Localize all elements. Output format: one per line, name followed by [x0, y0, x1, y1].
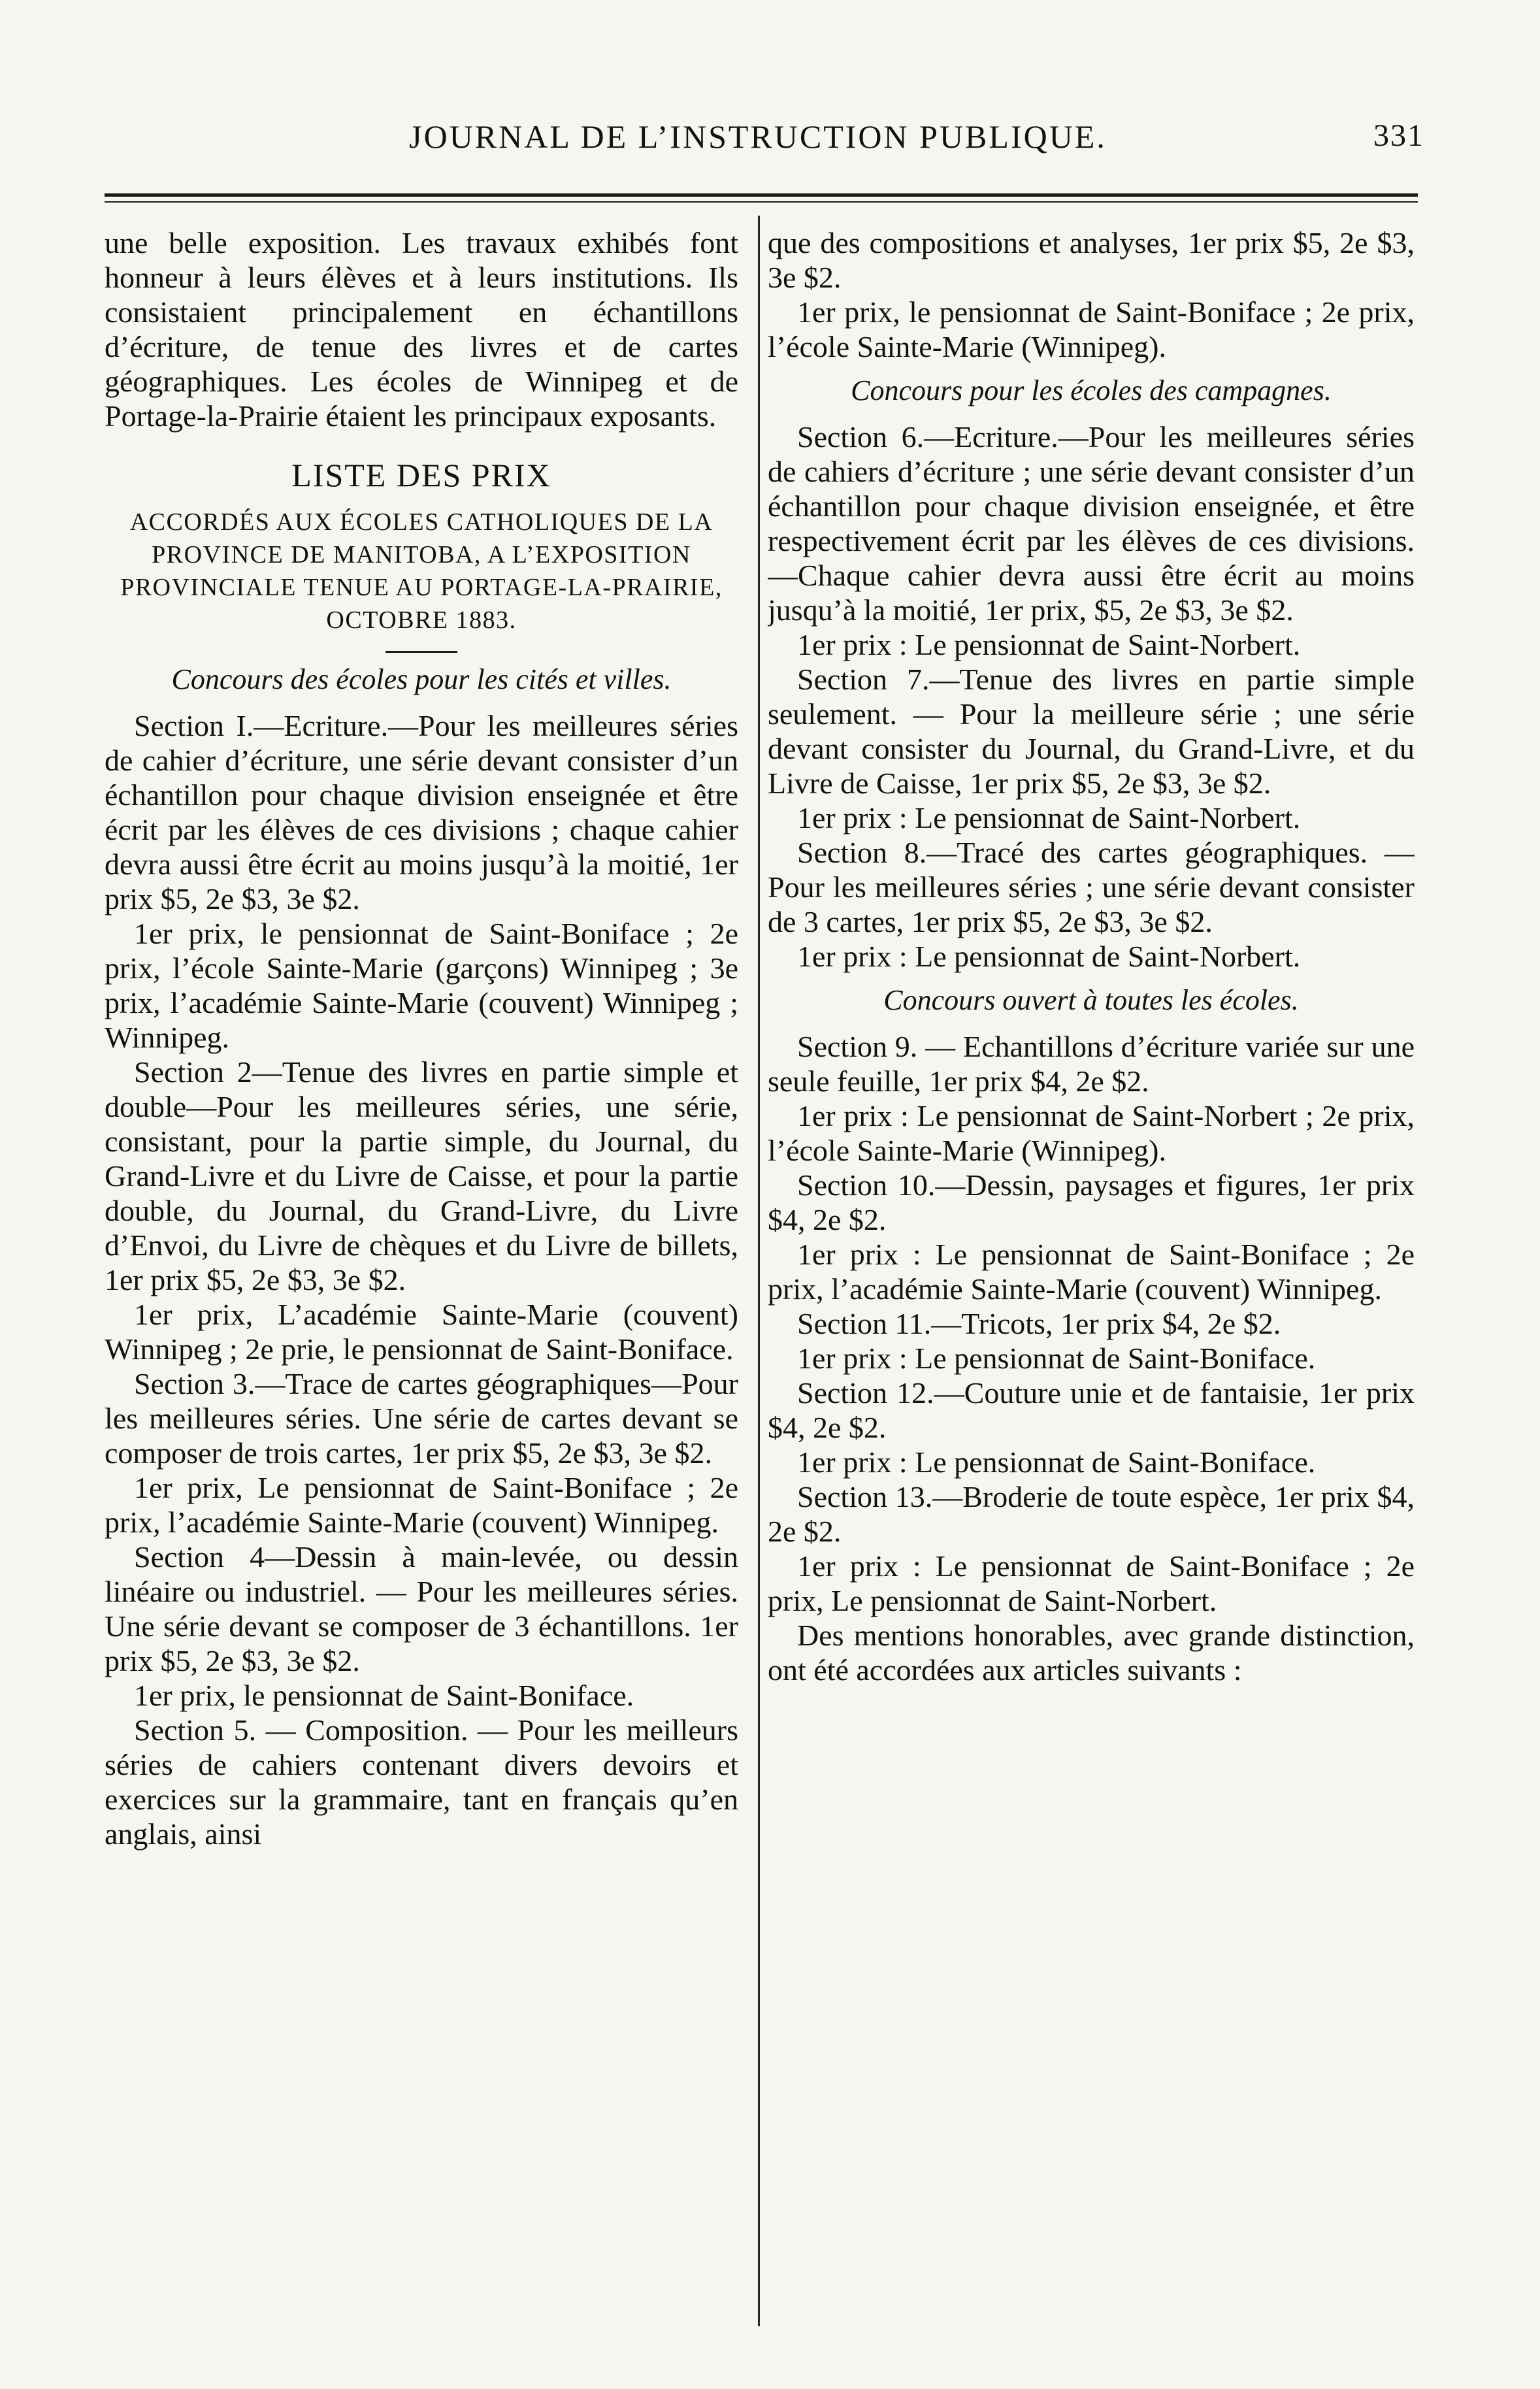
section-9-prizes: 1er prix : Le pensionnat de Saint-Norbert ; 2e prix, l’école Sainte-Marie (Winnipeg). — [768, 1099, 1415, 1167]
section-2-prizes: 1er prix, L’académie Sainte-Marie (couvent) Winnipeg ; 2e prie, le pensionnat de Saint-Boniface. — [105, 1298, 738, 1366]
heading-country: Concours pour les écoles des campagnes. — [851, 374, 1332, 406]
section-8: Section 8.—Tracé des cartes géographiques. — Pour les meilleures séries ; une série devant consister de 3 cartes, 1er prix $5, 2e $3, 3e $2. — [768, 836, 1415, 938]
section-12-prizes: 1er prix : Le pensionnat de Saint-Boniface. — [797, 1445, 1316, 1479]
running-head: JOURNAL DE L’INSTRUCTION PUBLIQUE. — [409, 118, 1107, 155]
section-4-prizes: 1er prix, le pensionnat de Saint-Boniface. — [134, 1679, 634, 1712]
section-6-prizes: 1er prix : Le pensionnat de Saint-Norbert. — [797, 628, 1301, 661]
section-10: Section 10.—Dessin, paysages et figures, 1er prix $4, 2e $2. — [768, 1168, 1415, 1236]
prize-list-title: LISTE DES PRIX — [291, 457, 551, 493]
section-7: Section 7.—Tenue des livres en partie simple seulement. — Pour la meilleure série ; une série devant consister du Journal, du Grand-Livre, et du Livre de Caisse, 1er prix $5, 2e $3, 3e $2. — [768, 663, 1415, 800]
section-9: Section 9. — Echantillons d’écriture variée sur une seule feuille, 1er prix $4, 2e $2. — [768, 1030, 1415, 1098]
section-2: Section 2—Tenue des livres en partie simple et double—Pour les meilleures séries, une série, consistant, pour la partie simple, du Journal, du Grand-Livre et du Livre de Caisse, et pour la partie double, du Journal, du Grand-Livre, du Livre d’Envoi, du Livre de chèques et du Livre de billets, 1er prix $5, 2e $3, 3e $2. — [105, 1055, 738, 1296]
right-column — [768, 225, 1415, 2336]
section-8-prizes: 1er prix : Le pensionnat de Saint-Norbert. — [797, 940, 1301, 973]
section-7-prizes: 1er prix : Le pensionnat de Saint-Norbert. — [797, 801, 1301, 834]
heading-cities: Concours des écoles pour les cités et villes. — [171, 663, 672, 695]
section-1: Section I.—Ecriture.—Pour les meilleures séries de cahier d’écriture, une série devant consister d’un échantillon pour chaque division enseignée et être écrit par les élèves de ces divisions ; chaque cahier devra aussi être écrit au moins jusqu’à la moitié, 1er prix $5, 2e $3, 3e $2. — [105, 709, 738, 915]
intro-paragraph: une belle exposition. Les travaux exhibés font honneur à leurs élèves et à leurs institutions. Ils consistaient principalement en échantillons d’écriture, de tenue des livres et de cartes géographiques. Les écoles de Winnipeg et de Portage-la-Prairie étaient les principaux exposants. — [105, 226, 738, 433]
short-divider — [385, 651, 457, 653]
section-13-prizes: 1er prix : Le pensionnat de Saint-Boniface ; 2e prix, Le pensionnat de Saint-Norbert. — [768, 1549, 1415, 1617]
header-rule-thick — [105, 193, 1418, 197]
closing-paragraph: Des mentions honorables, avec grande distinction, ont été accordées aux articles suivants : — [768, 1619, 1415, 1687]
section-10-prizes: 1er prix : Le pensionnat de Saint-Boniface ; 2e prix, l’académie Sainte-Marie (couvent) Winnipeg. — [768, 1238, 1415, 1306]
heading-all-schools: Concours ouvert à toutes les écoles. — [883, 984, 1299, 1016]
page-number: 331 — [1373, 118, 1424, 153]
page-header — [91, 118, 1424, 170]
header-rule-thin — [105, 201, 1418, 203]
section-6: Section 6.—Ecriture.—Pour les meilleures séries de cahiers d’écriture ; une série devant consister d’un échantillon pour chaque division enseignée, et être respectivement écrit par les élèves de ces divisions.—Chaque cahier devra aussi être écrit au moins jusqu’à la moitié, 1er prix, $5, 2e $3, 3e $2. — [768, 420, 1415, 627]
left-column — [105, 225, 738, 2336]
section-11: Section 11.—Tricots, 1er prix $4, 2e $2. — [797, 1307, 1281, 1340]
section-13: Section 13.—Broderie de toute espèce, 1er prix $4, 2e $2. — [768, 1480, 1415, 1548]
section-5-prizes: 1er prix, le pensionnat de Saint-Boniface ; 2e prix, l’école Sainte-Marie (Winnipeg). — [768, 295, 1415, 363]
section-5: Section 5. — Composition. — Pour les meilleurs séries de cahiers contenant divers devoirs et exercices sur la grammaire, tant en français qu’en anglais, ainsi — [105, 1713, 738, 1851]
section-3-prizes: 1er prix, Le pensionnat de Saint-Boniface ; 2e prix, l’académie Sainte-Marie (couvent) Winnipeg. — [105, 1471, 738, 1539]
section-11-prizes: 1er prix : Le pensionnat de Saint-Boniface. — [797, 1342, 1316, 1375]
section-12: Section 12.—Couture unie et de fantaisie, 1er prix $4, 2e $2. — [768, 1376, 1415, 1444]
prize-list-subtitle: ACCORDÉS AUX ÉCOLES CATHOLIQUES DE LA PROVINCE DE MANITOBA, A L’EXPOSITION PROVINCIALE TENUE AU PORTAGE-LA-PRAIRIE, OCTOBRE 1883. — [120, 508, 723, 634]
column-divider — [758, 216, 760, 2326]
section-3: Section 3.—Trace de cartes géographiques—Pour les meilleures séries. Une série de cartes devant se composer de trois cartes, 1er prix $5, 2e $3, 3e $2. — [105, 1367, 738, 1470]
section-5-continued: que des compositions et analyses, 1er prix $5, 2e $3, 3e $2. — [768, 226, 1415, 294]
section-1-prizes: 1er prix, le pensionnat de Saint-Boniface ; 2e prix, l’école Sainte-Marie (garçons) Winnipeg ; 3e prix, l’académie Sainte-Marie (couvent) Winnipeg ; Winnipeg. — [105, 917, 738, 1054]
section-4: Section 4—Dessin à main-levée, ou dessin linéaire ou industriel. — Pour les meilleures séries. Une série devant se composer de 3 échantillons. 1er prix $5, 2e $3, 3e $2. — [105, 1540, 738, 1677]
